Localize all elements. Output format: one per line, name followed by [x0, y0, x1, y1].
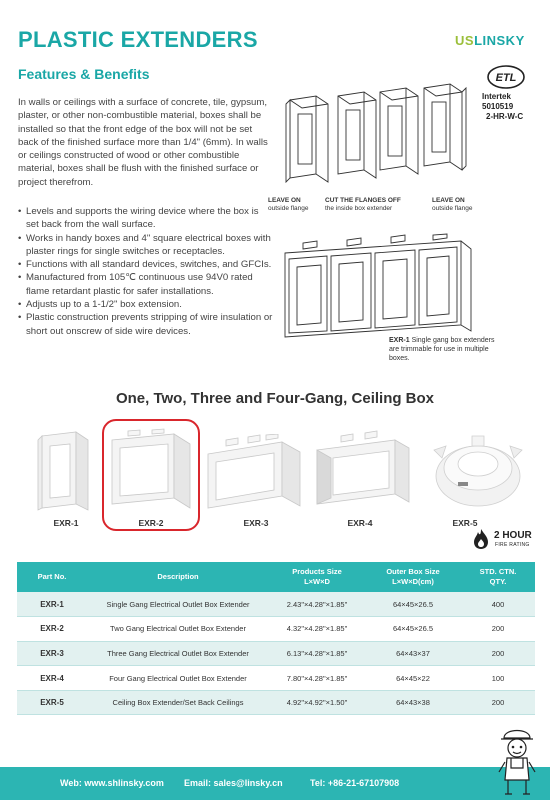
box-1-drawing: [286, 96, 328, 182]
etl-mark-text: ETL: [495, 72, 517, 84]
label-cut-flanges: [325, 197, 401, 213]
selected-product-highlight: [102, 419, 200, 531]
spec-table: [17, 562, 535, 715]
cell-product-size: 2.43"×4.28"×1.85": [269, 592, 365, 617]
exr1-note: [389, 336, 501, 363]
label-sub: outside flange: [432, 205, 473, 212]
label-bold: CUT THE FLANGES OFF: [325, 197, 401, 204]
cert-line2: 5010519: [482, 102, 514, 111]
feature-item: • Plastic construction prevents stripping of wire insulation or short out onscrew of side wire devices.: [18, 311, 273, 338]
cell-outer-size: 64×45×22: [365, 666, 461, 691]
cell-qty: 200: [461, 617, 535, 642]
product-label: EXR-5: [452, 518, 478, 528]
features-intro: In walls or ceilings with a surface of concrete, tile, gypsum, plaster, or other non-combustible material, boxes shall be installed so that the front edge of the box will not be set back of the finished surface more than 1/4" (6mm). In walls or ceilings constructed of wood or other combustible material, boxes shall be flush with the finished surface or project therefrom.: [18, 97, 268, 188]
features-list: [18, 205, 273, 338]
product-label: EXR-2: [138, 518, 164, 528]
cell-qty: 200: [461, 641, 535, 666]
trim-illustration: [268, 78, 480, 198]
feature-item: • Works in handy boxes and 4" square electrical boxes with plaster rings for single switches or receptacles.: [18, 232, 273, 259]
col-header: [17, 562, 87, 592]
exr-5-image: [428, 428, 528, 512]
exr-3-image: [204, 434, 304, 518]
flame-icon: [472, 528, 490, 550]
rating-line2: FIRE RATING: [495, 542, 530, 548]
col-header-text: Outer Box Size L×W×D(cm): [386, 567, 440, 586]
brand-prefix: US: [455, 33, 475, 48]
cert-text: [482, 92, 523, 122]
cell-outer-size: 64×45×26.5: [365, 617, 461, 642]
feature-item: • Levels and supports the wiring device where the box is set back from the wall surface.: [18, 205, 273, 232]
label-bold: LEAVE ON: [432, 197, 465, 204]
cell-outer-size: 64×43×37: [365, 641, 461, 666]
product-label: EXR-1: [53, 518, 79, 528]
col-header-text: Products Size L×W×D: [292, 567, 342, 586]
feature-item: • Manufactured from 105℃ continuous use 94V0 rated flame retardant plastic for safer installations.: [18, 271, 273, 298]
cell-product-size: 6.13"×4.28"×1.85": [269, 641, 365, 666]
mascot-worker-icon: [496, 722, 538, 798]
col-header-text: STD. CTN. QTY.: [479, 567, 517, 586]
col-header: [269, 562, 365, 592]
footer-email: Email: sales@linsky.cn: [184, 778, 283, 788]
label-bold: LEAVE ON: [268, 197, 301, 204]
cell-description: Ceiling Box Extender/Set Back Ceilings: [87, 690, 269, 715]
label-sub: the inside box extender: [325, 205, 393, 212]
cell-description: Three Gang Electrical Outlet Box Extender: [87, 641, 269, 666]
feature-item: • Functions with all standard devices, switches, and GFCIs.: [18, 258, 273, 271]
cell-product-size: 4.92"×4.92"×1.50": [269, 690, 365, 715]
col-header-text: Description: [157, 572, 199, 581]
table-row: [17, 690, 535, 715]
cell-description: Single Gang Electrical Outlet Box Extender: [87, 592, 269, 617]
cert-line3: 2-HR-W-C: [486, 112, 524, 121]
etl-listed-icon: [486, 64, 526, 90]
table-row: [17, 617, 535, 642]
cell-product-size: 4.32"×4.28"×1.85": [269, 617, 365, 642]
cell-part-no: EXR-1: [17, 592, 87, 617]
box-3-drawing: [380, 88, 418, 174]
cell-part-no: EXR-5: [17, 690, 87, 715]
cell-qty: 200: [461, 690, 535, 715]
note-text: Single gang box extenders are trimmable for use in multiple boxes.: [389, 337, 495, 362]
table-row: [17, 666, 535, 691]
col-header-text: Part No.: [37, 572, 67, 581]
cell-part-no: EXR-4: [17, 666, 87, 691]
table-row: [17, 592, 535, 617]
brand-rest: LINSKY: [474, 33, 525, 48]
cell-product-size: 7.80"×4.28"×1.85": [269, 666, 365, 691]
label-sub: outside flange: [268, 205, 309, 212]
cert-line1: Intertek: [482, 92, 511, 101]
col-header: [87, 562, 269, 592]
box-4-drawing: [424, 84, 466, 170]
label-leave-on-right: [432, 197, 472, 213]
brand-logo: [455, 33, 525, 48]
box-2-drawing: [338, 92, 376, 178]
product-label: EXR-3: [243, 518, 269, 528]
exr-1-image: [36, 428, 96, 512]
cell-description: Two Gang Electrical Outlet Box Extender: [87, 617, 269, 642]
cell-part-no: EXR-3: [17, 641, 87, 666]
cell-description: Four Gang Electrical Outlet Box Extender: [87, 666, 269, 691]
col-header: [461, 562, 535, 592]
note-bold: EXR-1: [389, 337, 410, 344]
cell-qty: 100: [461, 666, 535, 691]
cell-outer-size: 64×45×26.5: [365, 592, 461, 617]
cell-qty: 400: [461, 592, 535, 617]
footer-tel: Tel: +86-21-67107908: [310, 778, 400, 788]
col-header: [365, 562, 461, 592]
table-header-row: [17, 562, 535, 592]
cell-part-no: EXR-2: [17, 617, 87, 642]
multi-box-illustration: [283, 233, 473, 341]
cell-outer-size: 64×43×38: [365, 690, 461, 715]
product-label: EXR-4: [347, 518, 373, 528]
fire-rating-badge: [472, 528, 542, 552]
footer-web: Web: www.shlinsky.com: [60, 778, 164, 788]
rating-line1: 2 HOUR: [494, 530, 532, 541]
footer-bar: [0, 767, 550, 800]
feature-item: • Adjusts up to a 1-1/2" box extension.: [18, 298, 273, 311]
label-leave-on-left: [268, 197, 308, 213]
products-heading: One, Two, Three and Four-Gang, Ceiling Box: [115, 390, 435, 407]
features-heading: Features & Benefits: [18, 66, 150, 82]
page-title: PLASTIC EXTENDERS: [18, 27, 258, 52]
exr-4-image: [313, 428, 413, 512]
table-row: [17, 641, 535, 666]
